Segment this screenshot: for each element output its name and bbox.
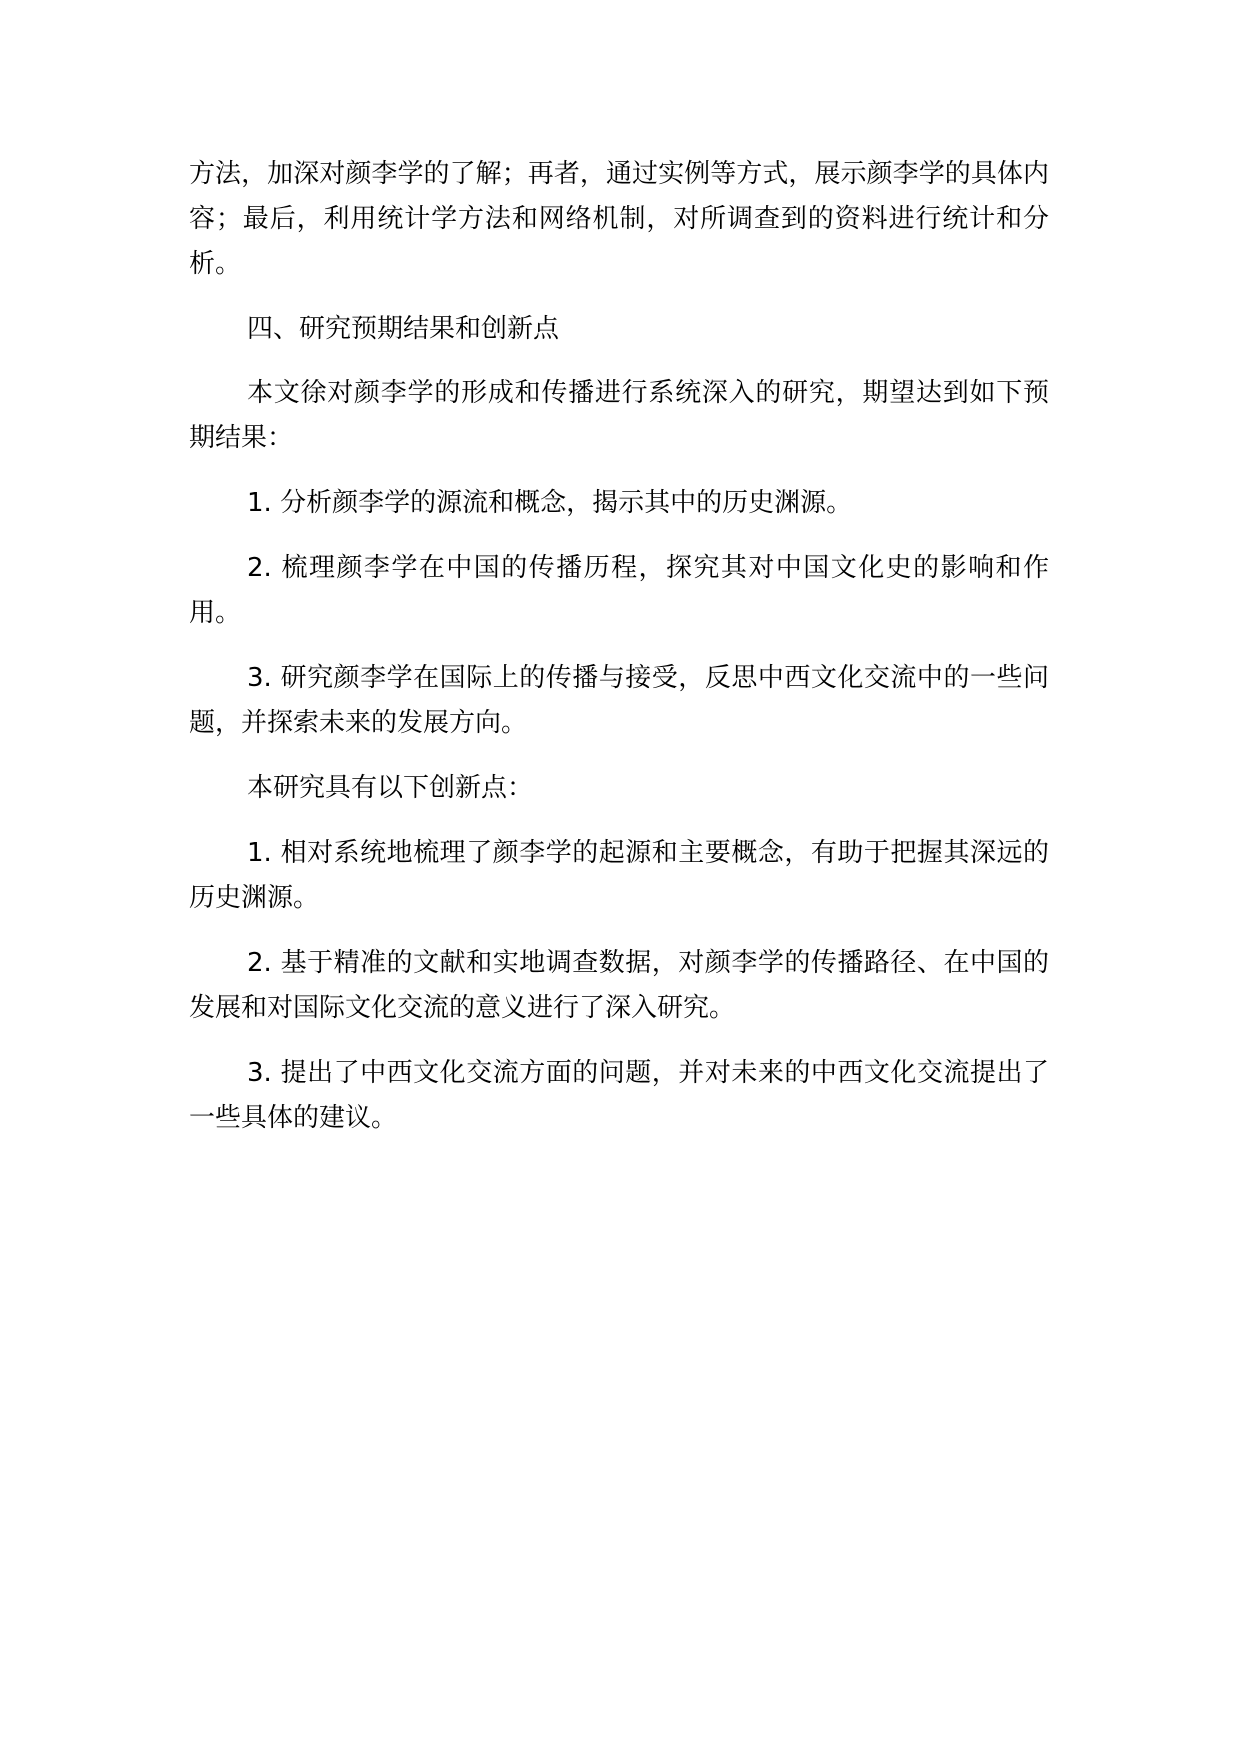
paragraph-continuation: 方法，加深对颜李学的了解；再者，通过实例等方式，展示颜李学的具体内容；最后，利用统计学方法和网络机制，对所调查到的资料进行统计和分析。 [189, 159, 1049, 279]
expected-result-item-1: 1. 分析颜李学的源流和概念，揭示其中的历史渊源。 [247, 488, 853, 518]
paragraph-innovation-intro: 本研究具有以下创新点： [247, 773, 534, 803]
innovation-item-2: 2. 基于精准的文献和实地调查数据，对颜李学的传播路径、在中国的发展和对国际文化交流的意义进行了深入研究。 [189, 948, 1049, 1023]
paragraph-expected-results-intro: 本文徐对颜李学的形成和传播进行系统深入的研究，期望达到如下预期结果： [189, 378, 1049, 453]
document-body [189, 152, 1049, 1161]
innovation-item-1: 1. 相对系统地梳理了颜李学的起源和主要概念，有助于把握其深远的历史渊源。 [189, 838, 1049, 913]
expected-result-item-3: 3. 研究颜李学在国际上的传播与接受，反思中西文化交流中的一些问题，并探索未来的发展方向。 [189, 663, 1049, 738]
innovation-item-3: 3. 提出了中西文化交流方面的问题，并对未来的中西文化交流提出了一些具体的建议。 [189, 1058, 1049, 1133]
expected-result-item-2: 2. 梳理颜李学在中国的传播历程，探究其对中国文化史的影响和作用。 [189, 553, 1049, 628]
section-heading: 四、研究预期结果和创新点 [247, 314, 560, 344]
